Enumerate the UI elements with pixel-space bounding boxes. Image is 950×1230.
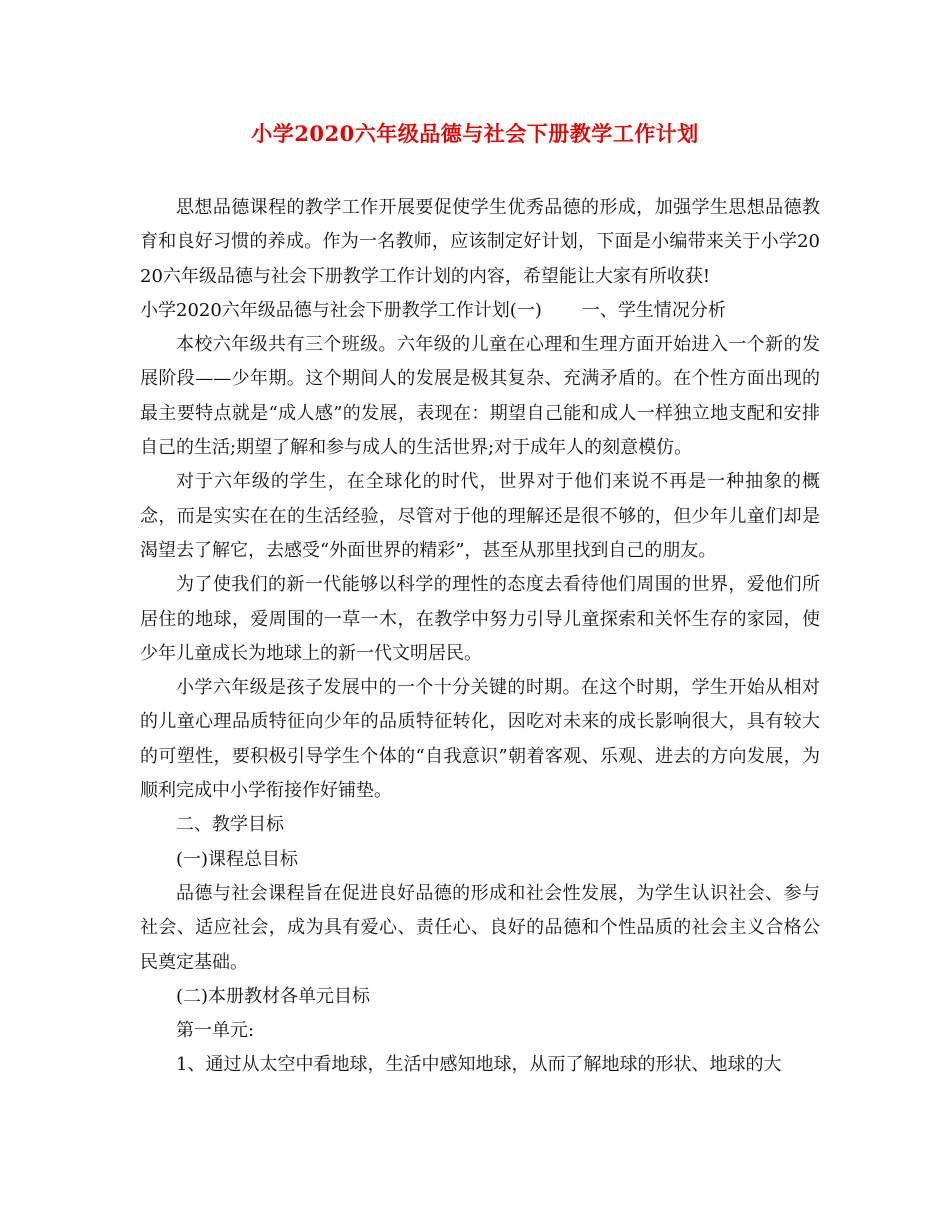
heading-unit-goals: (二)本册教材各单元目标 [176,985,371,1007]
list-item-1: 1、通过从太空中看地球，生活中感知地球，从而了解地球的形状、地球的大 [176,1054,782,1076]
paragraph-key-period: 小学六年级是孩子发展中的一个十分关键的时期。在这个时期，学生开始从相对的儿童心理品质特征向少年的品质特征转化，因吃对未来的成长影响很大，具有较大的可塑性，要积极引导学生个体的“自我意识”朝着客观、乐观、进去的方向发展，为顺利完成中小学衔接作好铺垫。 [140,677,820,802]
paragraph-course-goal: 品德与社会课程旨在促进良好品德的形成和社会性发展，为学生认识社会、参与社会、适应社会，成为具有爱心、责任心、良好的品德和个性品质的社会主义合格公民奠定基础。 [140,882,820,973]
heading-unit-one: 第一单元: [176,1020,255,1042]
paragraph-intro: 思想品德课程的教学工作开展要促使学生优秀品德的形成，加强学生思想品德教育和良好习惯的养成。作为一名教师，应该制定好计划，下面是小编带来关于小学2020六年级品德与社会下册教学工作计划的内容，希望能让大家有所收获! [140,197,820,287]
document-body [140,191,820,1083]
subheading-section-title: 一、学生情况分析 [581,299,726,321]
heading-course-goal: (一)课程总目标 [176,848,299,870]
paragraph-globalization: 对于六年级的学生，在全球化的时代，世界对于他们来说不再是一种抽象的概念，而是实实在在的生活经验，尽管对于他的理解还是很不够的，但少年儿童们却是渴望去了解它，去感受“外面世界的精彩”，甚至从那里找到自己的朋友。 [140,471,820,561]
section-subheading [140,294,820,328]
subheading-plan-title: 小学2020六年级品德与社会下册教学工作计划(一) [140,299,542,321]
paragraph-class-overview: 本校六年级共有三个班级。六年级的儿童在心理和生理方面开始进入一个新的发展阶段——少年期。这个期间人的发展是极其复杂、充满矛盾的。在个性方面出现的最主要特点就是“成人感”的发展，表现在：期望自己能和成人一样独立地支配和安排自己的生活;期望了解和参与成人的生活世界;对于成年人的刻意模仿。 [140,334,820,459]
paragraph-new-generation: 为了使我们的新一代能够以科学的理性的态度去看待他们周围的世界，爱他们所居住的地球，爱周围的一草一木，在教学中努力引导儿童探索和关怀生存的家园，使少年儿童成长为地球上的新一代文明居民。 [140,574,820,664]
document-title: 小学2020六年级品德与社会下册教学工作计划 [251,121,699,146]
heading-teaching-goals: 二、教学目标 [176,814,284,836]
